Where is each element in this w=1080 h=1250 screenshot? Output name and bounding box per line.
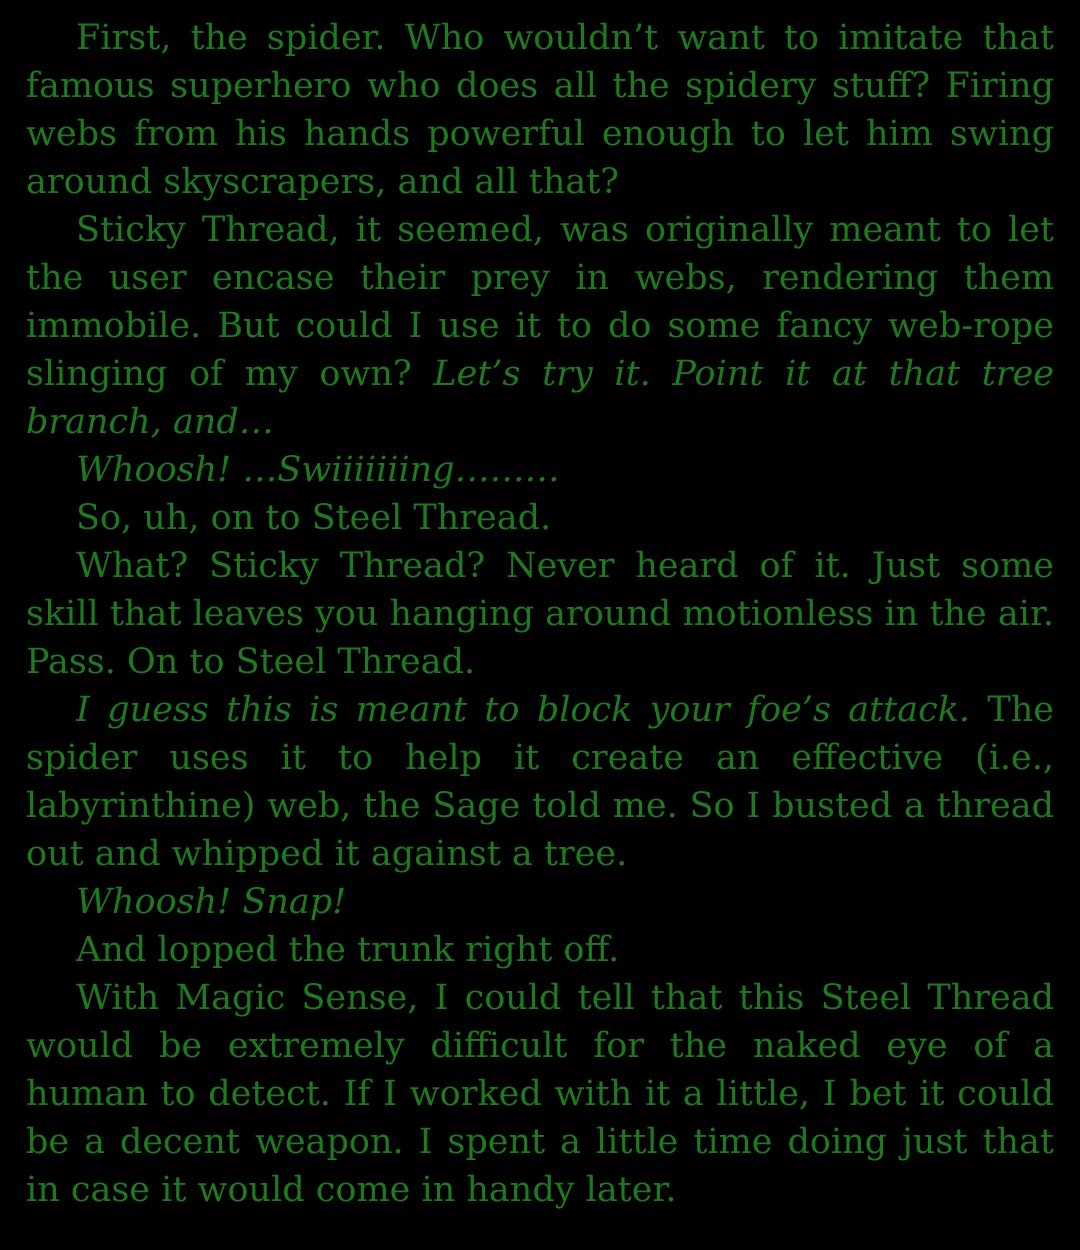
paragraph-text: So, uh, on to Steel Thread. bbox=[76, 498, 552, 538]
paragraph bbox=[26, 446, 1054, 494]
paragraph-text: And lopped the trunk right off. bbox=[76, 930, 620, 970]
paragraph-italic-text: Whoosh! …Swiiiiiiing……… bbox=[76, 450, 560, 490]
paragraph bbox=[26, 878, 1054, 926]
paragraph bbox=[26, 974, 1054, 1214]
paragraph-italic-text: Whoosh! Snap! bbox=[76, 882, 347, 922]
document-page bbox=[26, 14, 1054, 1214]
paragraph-text: First, the spider. Who wouldn’t want to imitate that famous superhero who does all the spidery stuff? Firing webs from his hands powerful enough to let him swing around skyscrapers, and all that? bbox=[26, 18, 1054, 202]
paragraph-text: With Magic Sense, I could tell that this Steel Thread would be extremely difficult for the naked eye of a human to detect. If I worked with it a little, I bet it could be a decent weapon. I spent a little time doing just that in case it would come in handy later. bbox=[26, 978, 1054, 1210]
paragraph-text: What? Sticky Thread? Never heard of it. Just some skill that leaves you hanging around motionless in the air. Pass. On to Steel Thread. bbox=[26, 546, 1054, 682]
paragraph-text: Sticky Thread, it seemed, was originally meant to let the user encase their prey in webs, rendering them immobile. But could I use it to do some fancy web-rope slinging of my own? bbox=[26, 210, 1054, 394]
paragraph bbox=[26, 542, 1054, 686]
paragraph-text: The spider uses it to help it create an effective (i.e., labyrinthine) web, the Sage told me. So I busted a thread out and whipped it against a tree. bbox=[26, 690, 1054, 874]
paragraph bbox=[26, 206, 1054, 446]
paragraph bbox=[26, 14, 1054, 206]
paragraph bbox=[26, 926, 1054, 974]
paragraph-italic-text: Let’s try it. Point it at that tree branch, and… bbox=[26, 354, 1054, 442]
paragraph-italic-text: I guess this is meant to block your foe’s attack. bbox=[76, 690, 971, 730]
paragraph bbox=[26, 494, 1054, 542]
paragraph bbox=[26, 686, 1054, 878]
